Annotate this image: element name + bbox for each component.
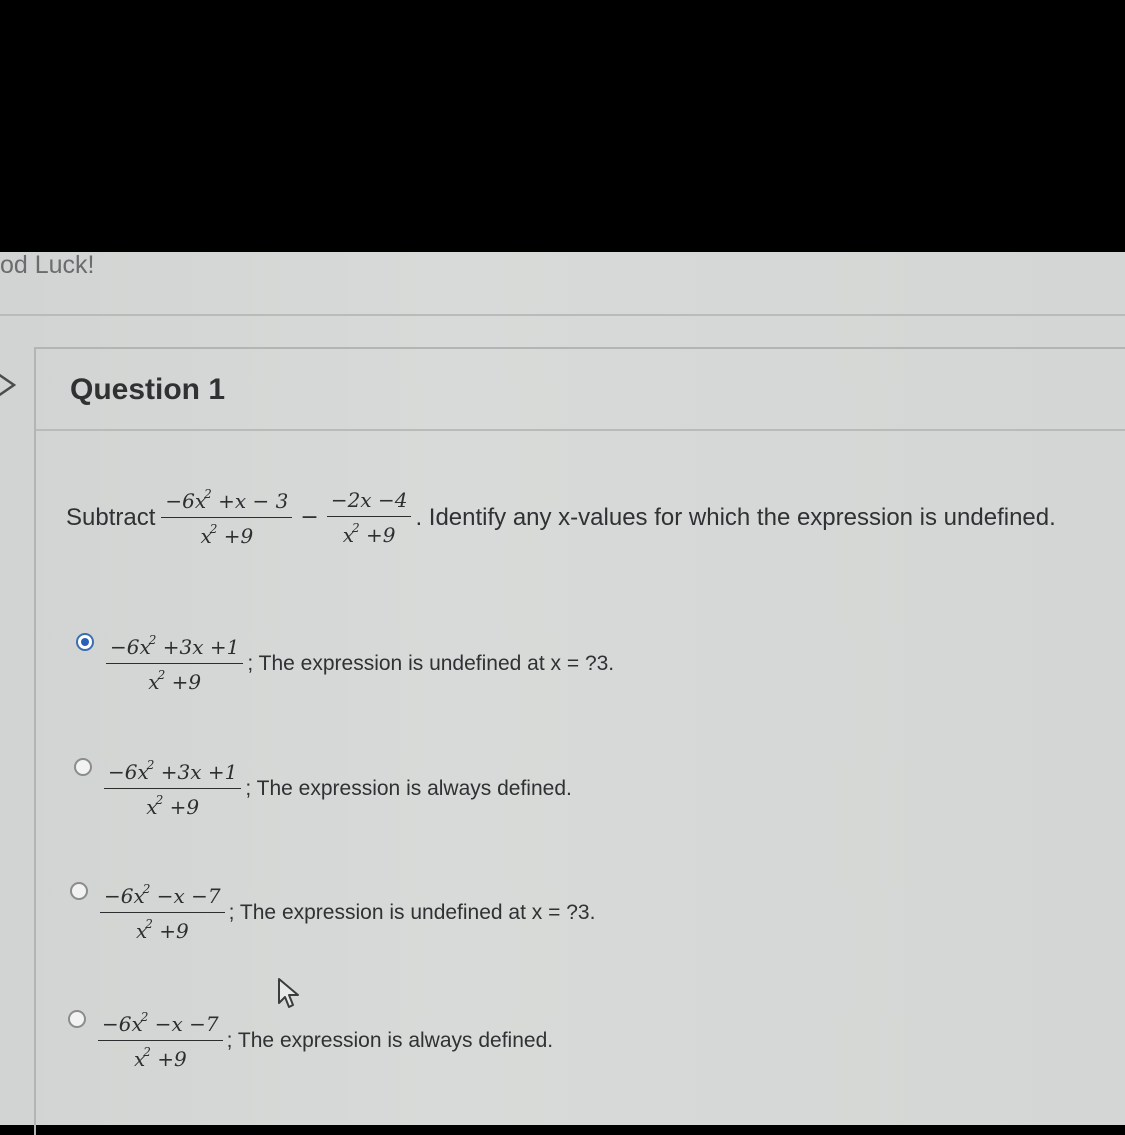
opt-num-tail: +3x +1 xyxy=(156,635,240,659)
option-text: ; The expression is always defined. xyxy=(245,776,572,800)
frac2-num: −2x −4 xyxy=(330,488,408,512)
opt-num-tail: −x −7 xyxy=(148,1012,219,1036)
prompt-tail: . Identify any x-values for which the expression is undefined. xyxy=(415,503,1056,531)
opt-den-exp: 2 xyxy=(145,917,153,931)
opt-num-tail: −x −7 xyxy=(150,884,221,908)
question-title: Question 1 xyxy=(70,373,226,406)
frac1-den-exp: 2 xyxy=(209,522,218,536)
frac1-num: −6x xyxy=(165,489,207,513)
opt-num-exp: 2 xyxy=(148,633,157,647)
opt-den-tail: +9 xyxy=(150,1047,187,1071)
option-fraction xyxy=(98,1010,223,1071)
radio-button[interactable] xyxy=(70,882,88,900)
opt-num-exp: 2 xyxy=(140,1010,149,1024)
prompt-lead: Subtract xyxy=(66,503,156,531)
option-text: ; The expression is undefined at x = ?3. xyxy=(247,651,615,675)
opt-den-tail: +9 xyxy=(165,670,202,694)
opt-num-exp: 2 xyxy=(142,882,151,896)
frac1-num-exp: 2 xyxy=(204,487,212,501)
radio-button[interactable] xyxy=(68,1010,86,1028)
opt-den-tail: +9 xyxy=(152,919,189,943)
option-fraction xyxy=(100,882,225,943)
opt-num: −6x xyxy=(108,760,149,784)
opt-num: −6x xyxy=(102,1012,143,1036)
option-fraction xyxy=(106,633,243,694)
frac1-num-tail: +x − 3 xyxy=(211,489,289,513)
opt-num-tail: +3x +1 xyxy=(154,760,238,784)
opt-num: −6x xyxy=(104,884,145,908)
fraction-2 xyxy=(327,488,412,547)
opt-den: x xyxy=(135,919,148,943)
opt-den: x xyxy=(148,670,160,694)
question-header xyxy=(36,349,1125,431)
frac2-den: x xyxy=(342,523,355,547)
opt-den-exp: 2 xyxy=(143,1045,151,1059)
frac1-den: x xyxy=(200,524,212,548)
good-luck-banner: od Luck! xyxy=(0,251,95,279)
opt-num: −6x xyxy=(110,635,151,659)
minus-sign: − xyxy=(300,505,319,530)
chevron-right-icon[interactable] xyxy=(0,370,22,400)
divider xyxy=(0,314,1125,316)
opt-den-exp: 2 xyxy=(157,668,166,682)
mouse-pointer-icon xyxy=(276,977,304,1009)
frac2-den-tail: +9 xyxy=(359,523,396,547)
option-fraction xyxy=(104,758,241,819)
frac1-den-tail: +9 xyxy=(217,524,254,548)
opt-den: x xyxy=(133,1047,146,1071)
frac2-den-exp: 2 xyxy=(352,521,360,535)
opt-den-exp: 2 xyxy=(155,793,164,807)
option-text: ; The expression is always defined. xyxy=(226,1028,554,1052)
opt-num-exp: 2 xyxy=(146,758,155,772)
opt-den: x xyxy=(146,795,158,819)
option-text: ; The expression is undefined at x = ?3. xyxy=(228,900,596,924)
answer-option-3[interactable] xyxy=(100,882,595,943)
radio-button[interactable] xyxy=(74,758,92,776)
answer-option-4[interactable] xyxy=(98,1010,553,1071)
answer-option-2[interactable] xyxy=(104,758,572,819)
opt-den-tail: +9 xyxy=(163,795,200,819)
radio-button[interactable] xyxy=(76,633,94,651)
question-prompt xyxy=(66,487,1056,548)
answer-option-1[interactable] xyxy=(106,633,614,694)
fraction-1 xyxy=(161,487,292,548)
